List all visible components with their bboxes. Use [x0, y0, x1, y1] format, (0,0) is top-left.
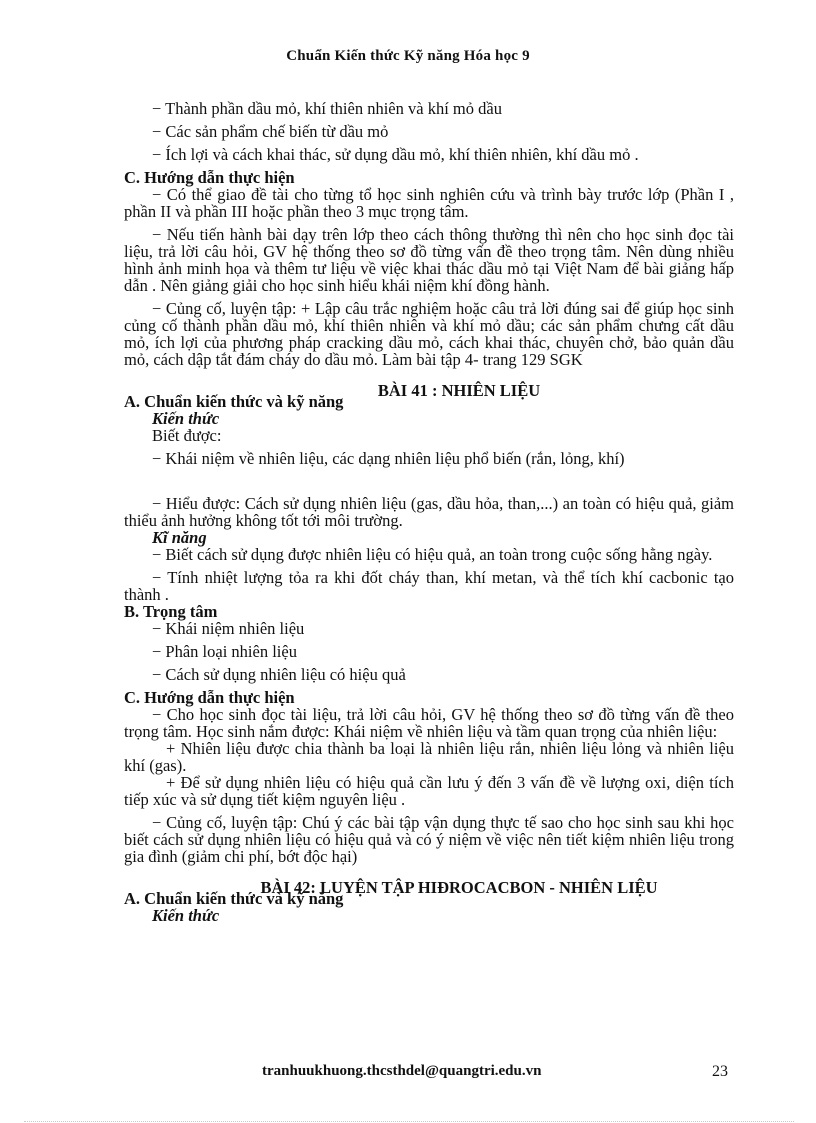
- heading-c-guide: C. Hướng dẫn thực hiện: [124, 168, 295, 187]
- bullet-benefits: − Ích lợi và cách khai thác, sử dụng dầu mỏ, khí thiên nhiên, khí dầu mỏ .: [152, 145, 639, 164]
- focus-item-efficient: − Cách sử dụng nhiên liệu có hiệu quả: [152, 665, 406, 684]
- item-understand: − Hiểu được: Cách sử dụng nhiên liệu (gas, dầu hỏa, than,...) an toàn có hiệu quả, giảm thiểu ảnh hưởng không tốt tới môi trường.: [124, 494, 734, 530]
- label-know: Biết được:: [152, 426, 222, 445]
- focus-item-concept: − Khái niệm nhiên liệu: [152, 619, 305, 638]
- skill-calc-heat: − Tính nhiệt lượng tỏa ra khi đốt cháy than, khí metan, và thể tích khí cacbonic tạo thành .: [124, 568, 734, 604]
- para-review-practice: − Củng cố, luyện tập: + Lập câu trắc nghiệm hoặc câu trả lời đúng sai để giúp học sinh củng cố thành phần dầu mỏ, khí thiên nhiên và khí mỏ dầu; các sản phẩm chưng cất dầu mỏ, ích lợi của phương pháp cracking dầu mỏ, cách khai thác, chuyên chở, bảo quản dầu mỏ, cách dập tắt đám cháy do dầu mỏ. Làm bài tập 4- trang 129 SGK: [124, 299, 734, 369]
- subheading-skills: Kĩ năng: [152, 528, 207, 547]
- page-bottom-rule: [24, 1121, 794, 1122]
- heading-a-standards: A. Chuẩn kiến thức và kỹ năng: [124, 392, 344, 411]
- para-normal-teaching: − Nếu tiến hành bài dạy trên lớp theo cách thông thường thì nên cho học sinh đọc tài liệu, trả lời câu hỏi, GV hệ thống theo sơ đồ từng vấn đề theo trọng tâm. Nên dùng nhiều hình ảnh minh họa và thêm tư liệu về việc khai thác dầu mỏ tại Việt Nam để bài giảng hấp dẫn . Nên giảng giải cho học sinh hiểu khái niệm khí đồng hành.: [124, 225, 734, 295]
- page-number: 23: [712, 1063, 728, 1080]
- para-fuel-efficiency: + Để sử dụng nhiên liệu có hiệu quả cần lưu ý đến 3 vấn đề về lượng oxi, diện tích tiếp xúc và sử dụng tiết kiệm nguyên liệu .: [124, 773, 734, 809]
- skill-use-fuel: − Biết cách sử dụng được nhiên liệu có hiệu quả, an toàn trong cuộc sống hằng ngày.: [152, 545, 713, 564]
- heading-b-focus: B. Trọng tâm: [124, 602, 218, 621]
- bullet-products: − Các sản phẩm chế biến từ dầu mỏ: [152, 122, 389, 141]
- page-content: [124, 100, 734, 924]
- focus-item-classify: − Phân loại nhiên liệu: [152, 642, 297, 661]
- subheading-knowledge-42: Kiến thức: [152, 906, 220, 925]
- para-review-41: − Củng cố, luyện tập: Chú ý các bài tập vận dụng thực tế sao cho học sinh sau khi học biết cách sử dụng nhiên liệu có hiệu quả và có ý niệm về việc nên tiết kiệm nhiên liệu trong gia đình (giảm chi phí, bớt độc hại): [124, 813, 734, 866]
- para-fuel-types: + Nhiên liệu được chia thành ba loại là nhiên liệu rắn, nhiên liệu lỏng và nhiên liệu khí (gas).: [124, 739, 734, 775]
- lesson-41-title: BÀI 41 : NHIÊN LIỆU: [377, 381, 541, 400]
- spacer: [124, 473, 734, 495]
- item-fuel-concept: − Khái niệm về nhiên liệu, các dạng nhiên liệu phổ biến (rắn, lỏng, khí): [152, 449, 625, 468]
- heading-c-guide-41: C. Hướng dẫn thực hiện: [124, 688, 295, 707]
- author-email: tranhuukhuong.thcsthdel@quangtri.edu.vn: [262, 1063, 542, 1079]
- subheading-knowledge: Kiến thức: [152, 409, 220, 428]
- lesson-42-title: BÀI 42: LUYỆN TẬP HIĐROCACBON - NHIÊN LIỆU: [260, 878, 658, 897]
- bullet-composition: − Thành phần dầu mỏ, khí thiên nhiên và khí mỏ dầu: [152, 99, 502, 118]
- para-read-docs: − Cho học sinh đọc tài liệu, trả lời câu hỏi, GV hệ thống theo sơ đồ từng vấn đề theo trọng tâm. Học sinh nắm được: Khái niệm về nhiên liệu và tầm quan trọng của nhiên liệu:: [124, 705, 734, 741]
- heading-a-standards-42: A. Chuẩn kiến thức và kỹ năng: [124, 889, 344, 908]
- page-header: Chuẩn Kiến thức Kỹ năng Hóa học 9: [286, 48, 530, 64]
- para-assign-topic: − Có thể giao đề tài cho từng tổ học sinh nghiên cứu và trình bày trước lớp (Phần I , phần II và phần III hoặc phần theo 3 mục trọng tâm.: [124, 185, 734, 221]
